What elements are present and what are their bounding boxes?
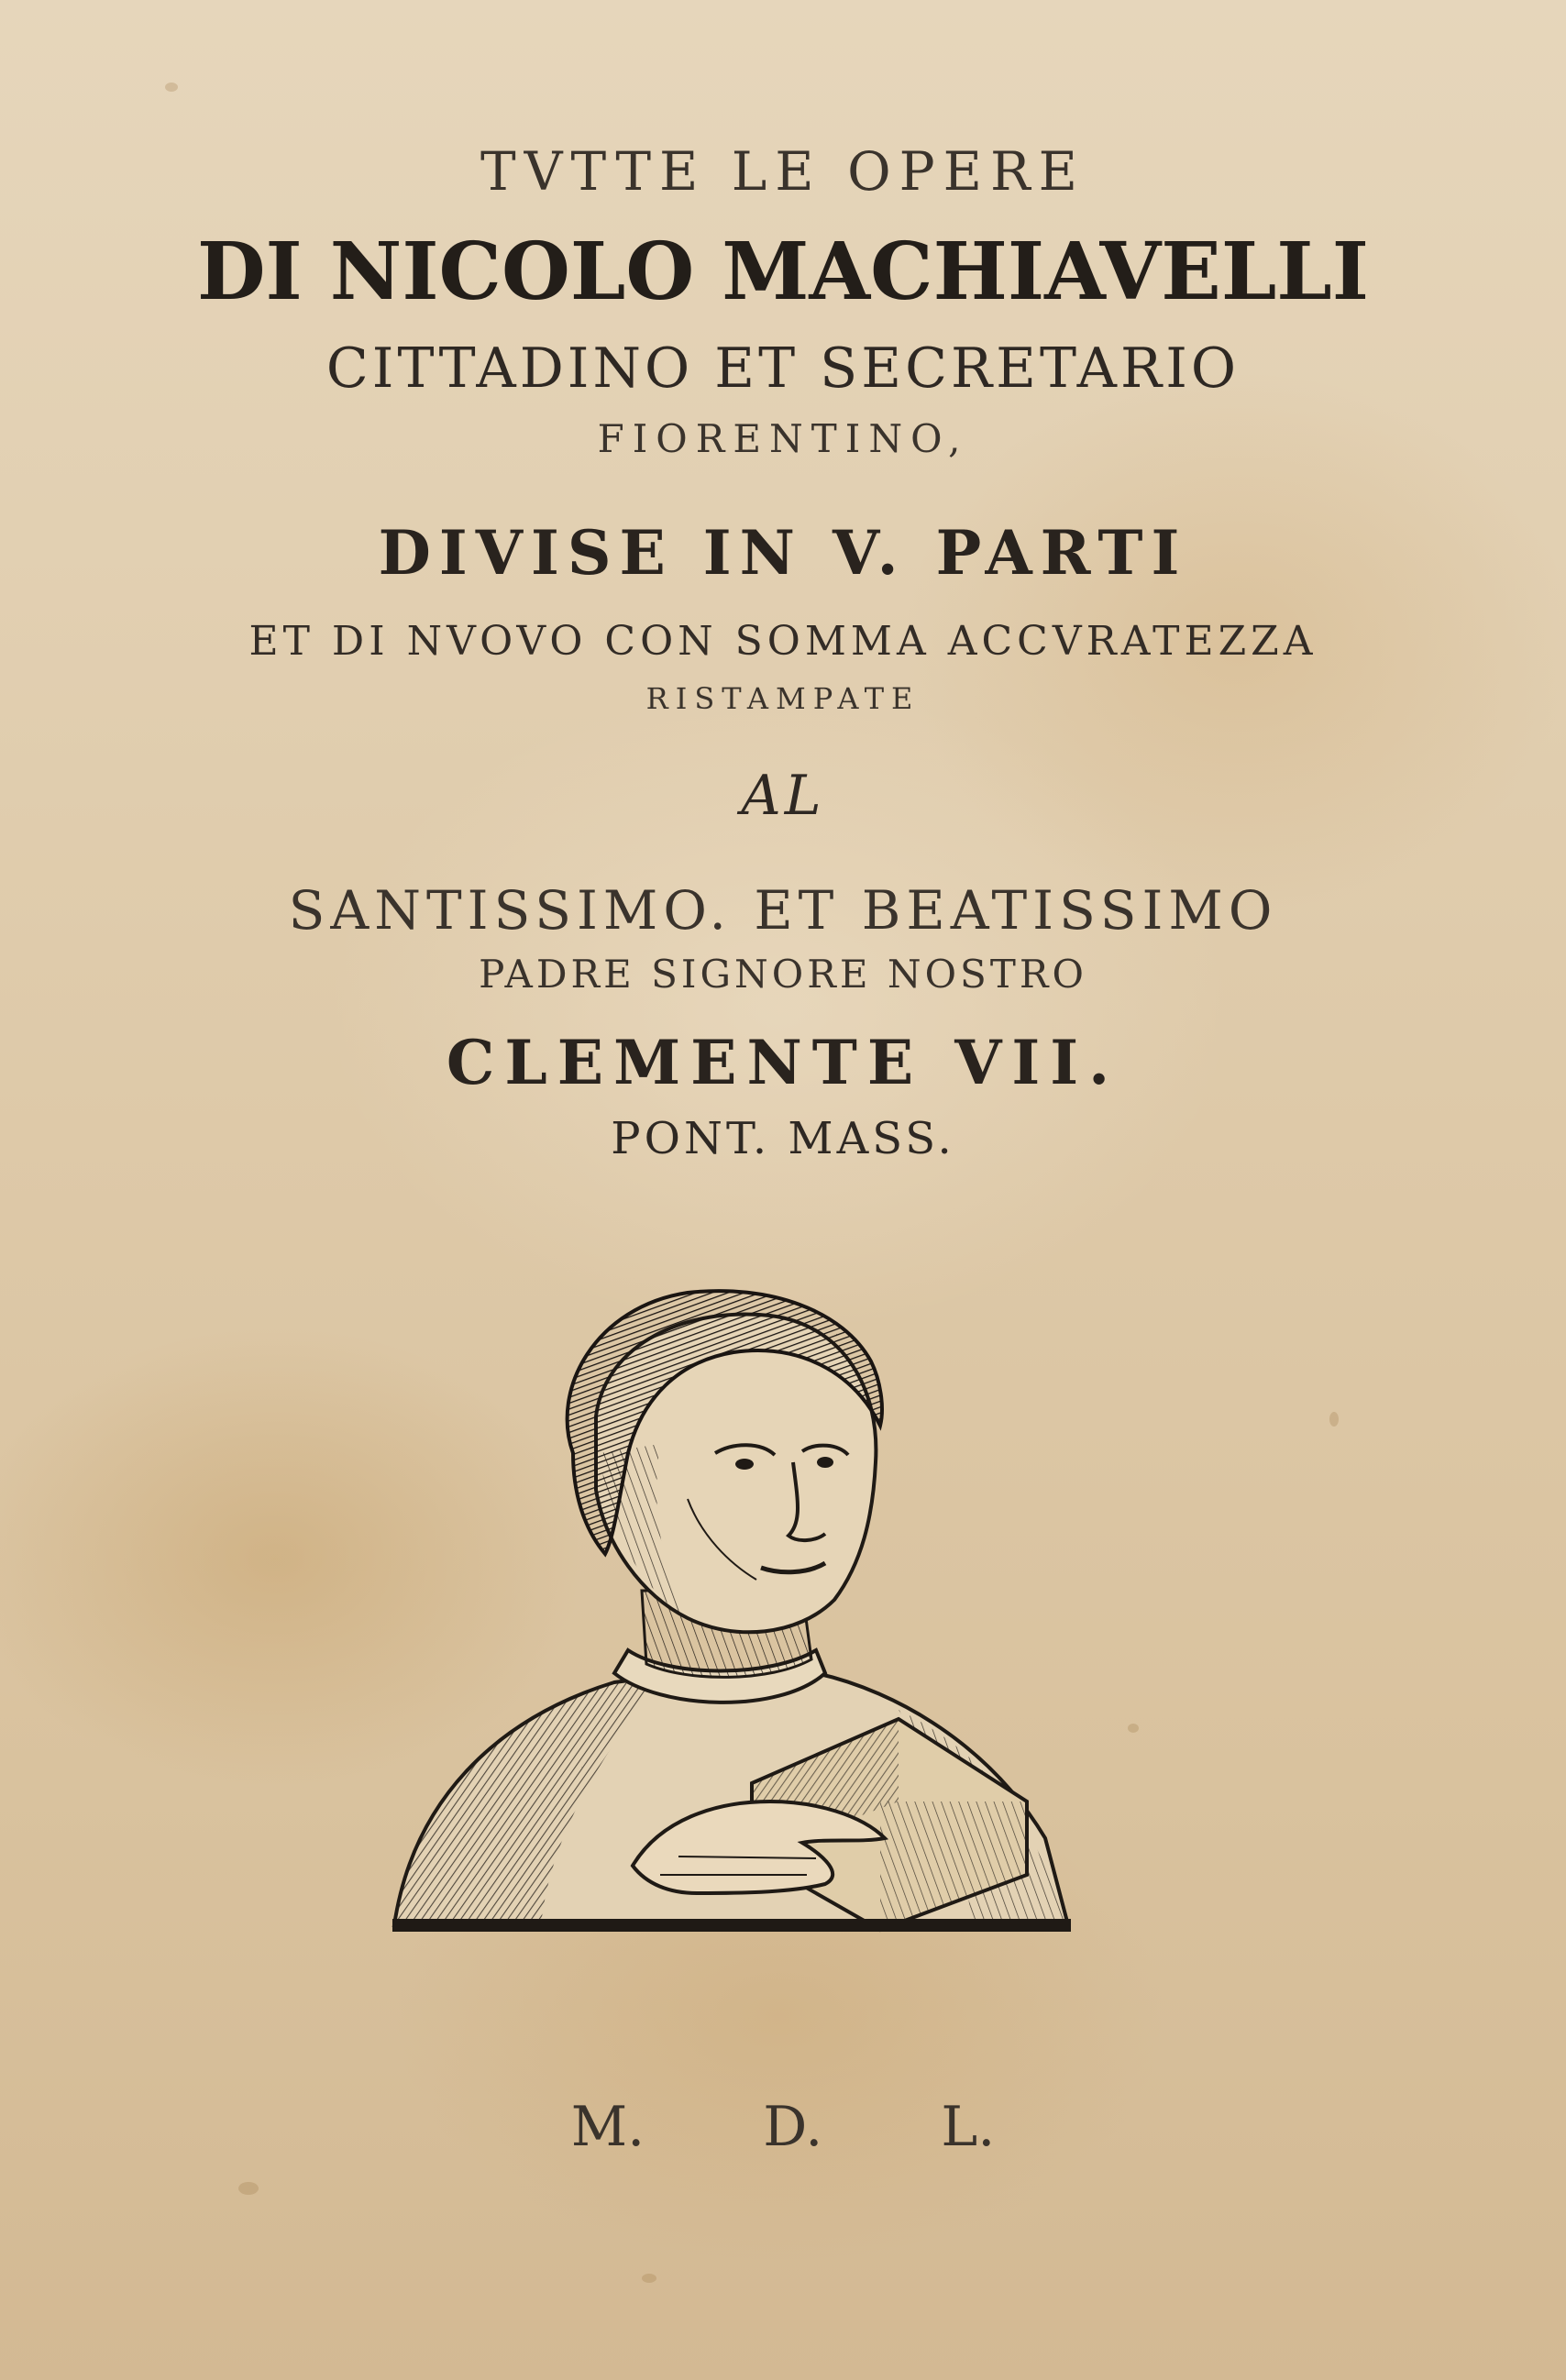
foxing-spot: [238, 2182, 259, 2195]
dedication-pontiff: PONT. MASS.: [611, 1113, 955, 1164]
dedication-pope: CLEMENTE VII.: [446, 1027, 1120, 1098]
title-line-reprinted: RISTAMPATE: [645, 681, 921, 716]
title-line-accuracy: ET DI NVOVO CON SOMMA ACCVRATEZZA: [248, 618, 1318, 665]
dedication-al: AL: [741, 764, 825, 828]
title-line-florentine: FIORENTINO,: [597, 416, 969, 461]
woodcut-portrait: [385, 1288, 1082, 1948]
foxing-spot: [1128, 1724, 1139, 1733]
foxing-spot: [1329, 1412, 1339, 1427]
dedication-father: PADRE SIGNORE NOSTRO: [479, 952, 1087, 997]
title-line-author: DI NICOLO MACHIAVELLI: [196, 226, 1370, 318]
title-line-works: TVTTE LE OPERE: [480, 140, 1086, 203]
dedication-holiness: SANTISSIMO. ET BEATISSIMO: [288, 879, 1278, 942]
title-line-citizen: CITTADINO ET SECRETARIO: [325, 336, 1241, 401]
foxing-spot: [642, 2274, 656, 2283]
title-line-parts: DIVISE IN V. PARTI: [378, 517, 1188, 589]
imprint-year: M. D. L.: [570, 2095, 996, 2159]
foxing-spot: [165, 83, 178, 92]
